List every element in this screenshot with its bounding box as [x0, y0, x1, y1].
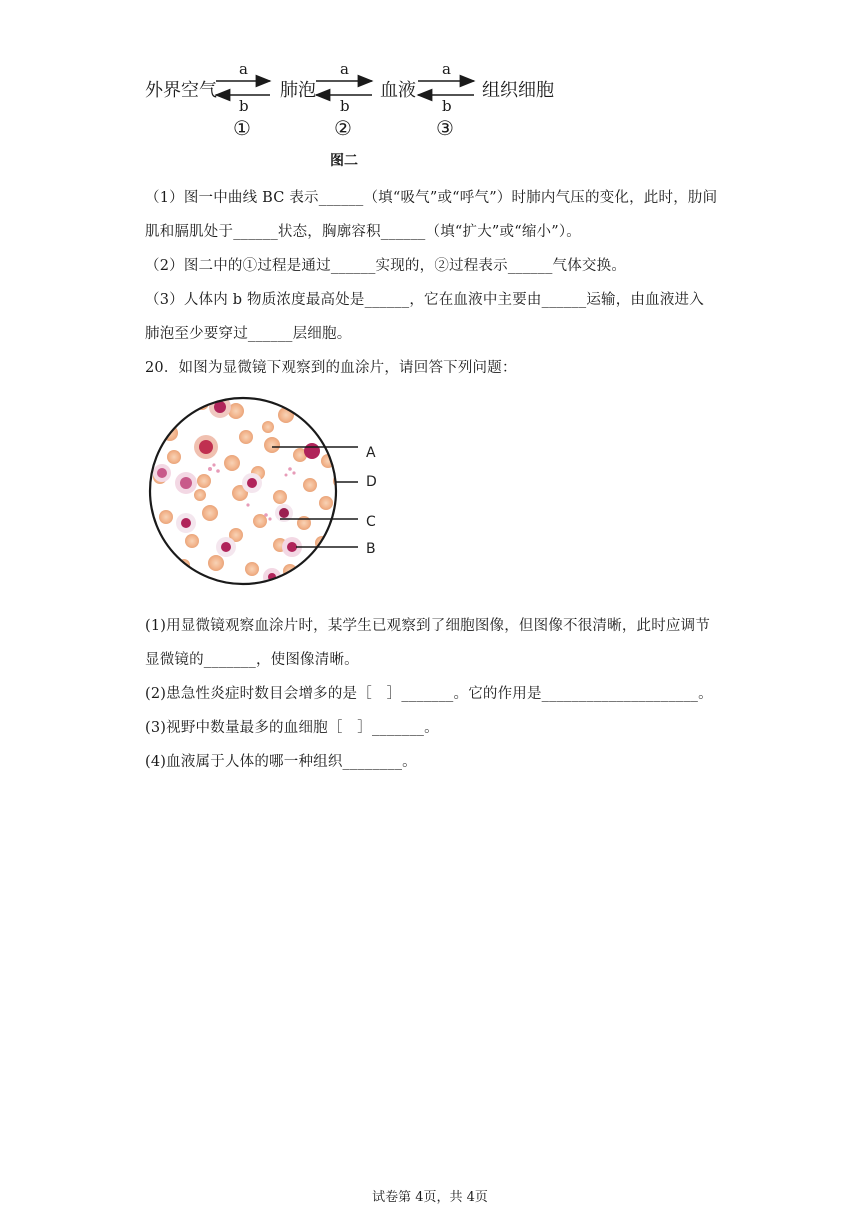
q19-line-3: （2）图二中的①过程是通过______实现的，②过程表示______气体交换。	[145, 258, 627, 274]
microscope-field	[140, 385, 400, 600]
q19-line-5: 肺泡至少要穿过______层细胞。	[145, 326, 352, 342]
q19-line-2: 肌和膈肌处于______状态，胸廓容积______（填“扩大”或“缩小”）。	[145, 224, 581, 240]
figure-2-caption: 图二	[330, 153, 358, 169]
label-a-1: a	[239, 60, 248, 78]
term-tissue-cells: 组织细胞	[482, 80, 554, 101]
q20-line-2: 显微镜的_______，使图像清晰。	[145, 652, 359, 668]
exchange-arrows	[0, 0, 860, 140]
process-3: ③	[436, 116, 454, 140]
q20-line-5: (4)血液属于人体的哪一种组织________。	[145, 754, 417, 770]
q19-line-4: （3）人体内 b 物质浓度最高处是______，它在血液中主要由______运输，由血液进入	[145, 292, 704, 308]
label-b: B	[366, 541, 376, 557]
term-blood: 血液	[380, 80, 416, 101]
q20-line-4: (3)视野中数量最多的血细胞［ ］_______。	[145, 720, 439, 736]
label-c: C	[366, 514, 376, 530]
blood-smear-figure	[140, 385, 400, 600]
label-a-2: a	[340, 60, 349, 78]
label-b-3: b	[442, 97, 452, 115]
process-1: ①	[233, 116, 251, 140]
q20-line-1: (1)用显微镜观察血涂片时，某学生已观察到了细胞图像，但图像不很清晰，此时应调节	[145, 618, 711, 634]
process-2: ②	[334, 116, 352, 140]
page-footer: 试卷第 4页，共 4页	[372, 1190, 488, 1205]
label-a-3: a	[442, 60, 451, 78]
q20-line-3: (2)患急性炎症时数目会增多的是［ ］_______。它的作用是_____________________。	[145, 686, 713, 702]
label-b-2: b	[340, 97, 350, 115]
q19-line-1: （1）图一中曲线 BC 表示______（填“吸气”或“呼气”）时肺内气压的变化，此时，肋间	[145, 190, 718, 206]
term-alveoli: 肺泡	[280, 80, 316, 101]
label-d: D	[366, 474, 377, 490]
label-b-1: b	[239, 97, 249, 115]
question-20-title: 20．如图为显微镜下观察到的血涂片，请回答下列问题：	[145, 360, 517, 376]
term-outside-air: 外界空气	[145, 80, 217, 101]
label-a: A	[366, 445, 376, 461]
